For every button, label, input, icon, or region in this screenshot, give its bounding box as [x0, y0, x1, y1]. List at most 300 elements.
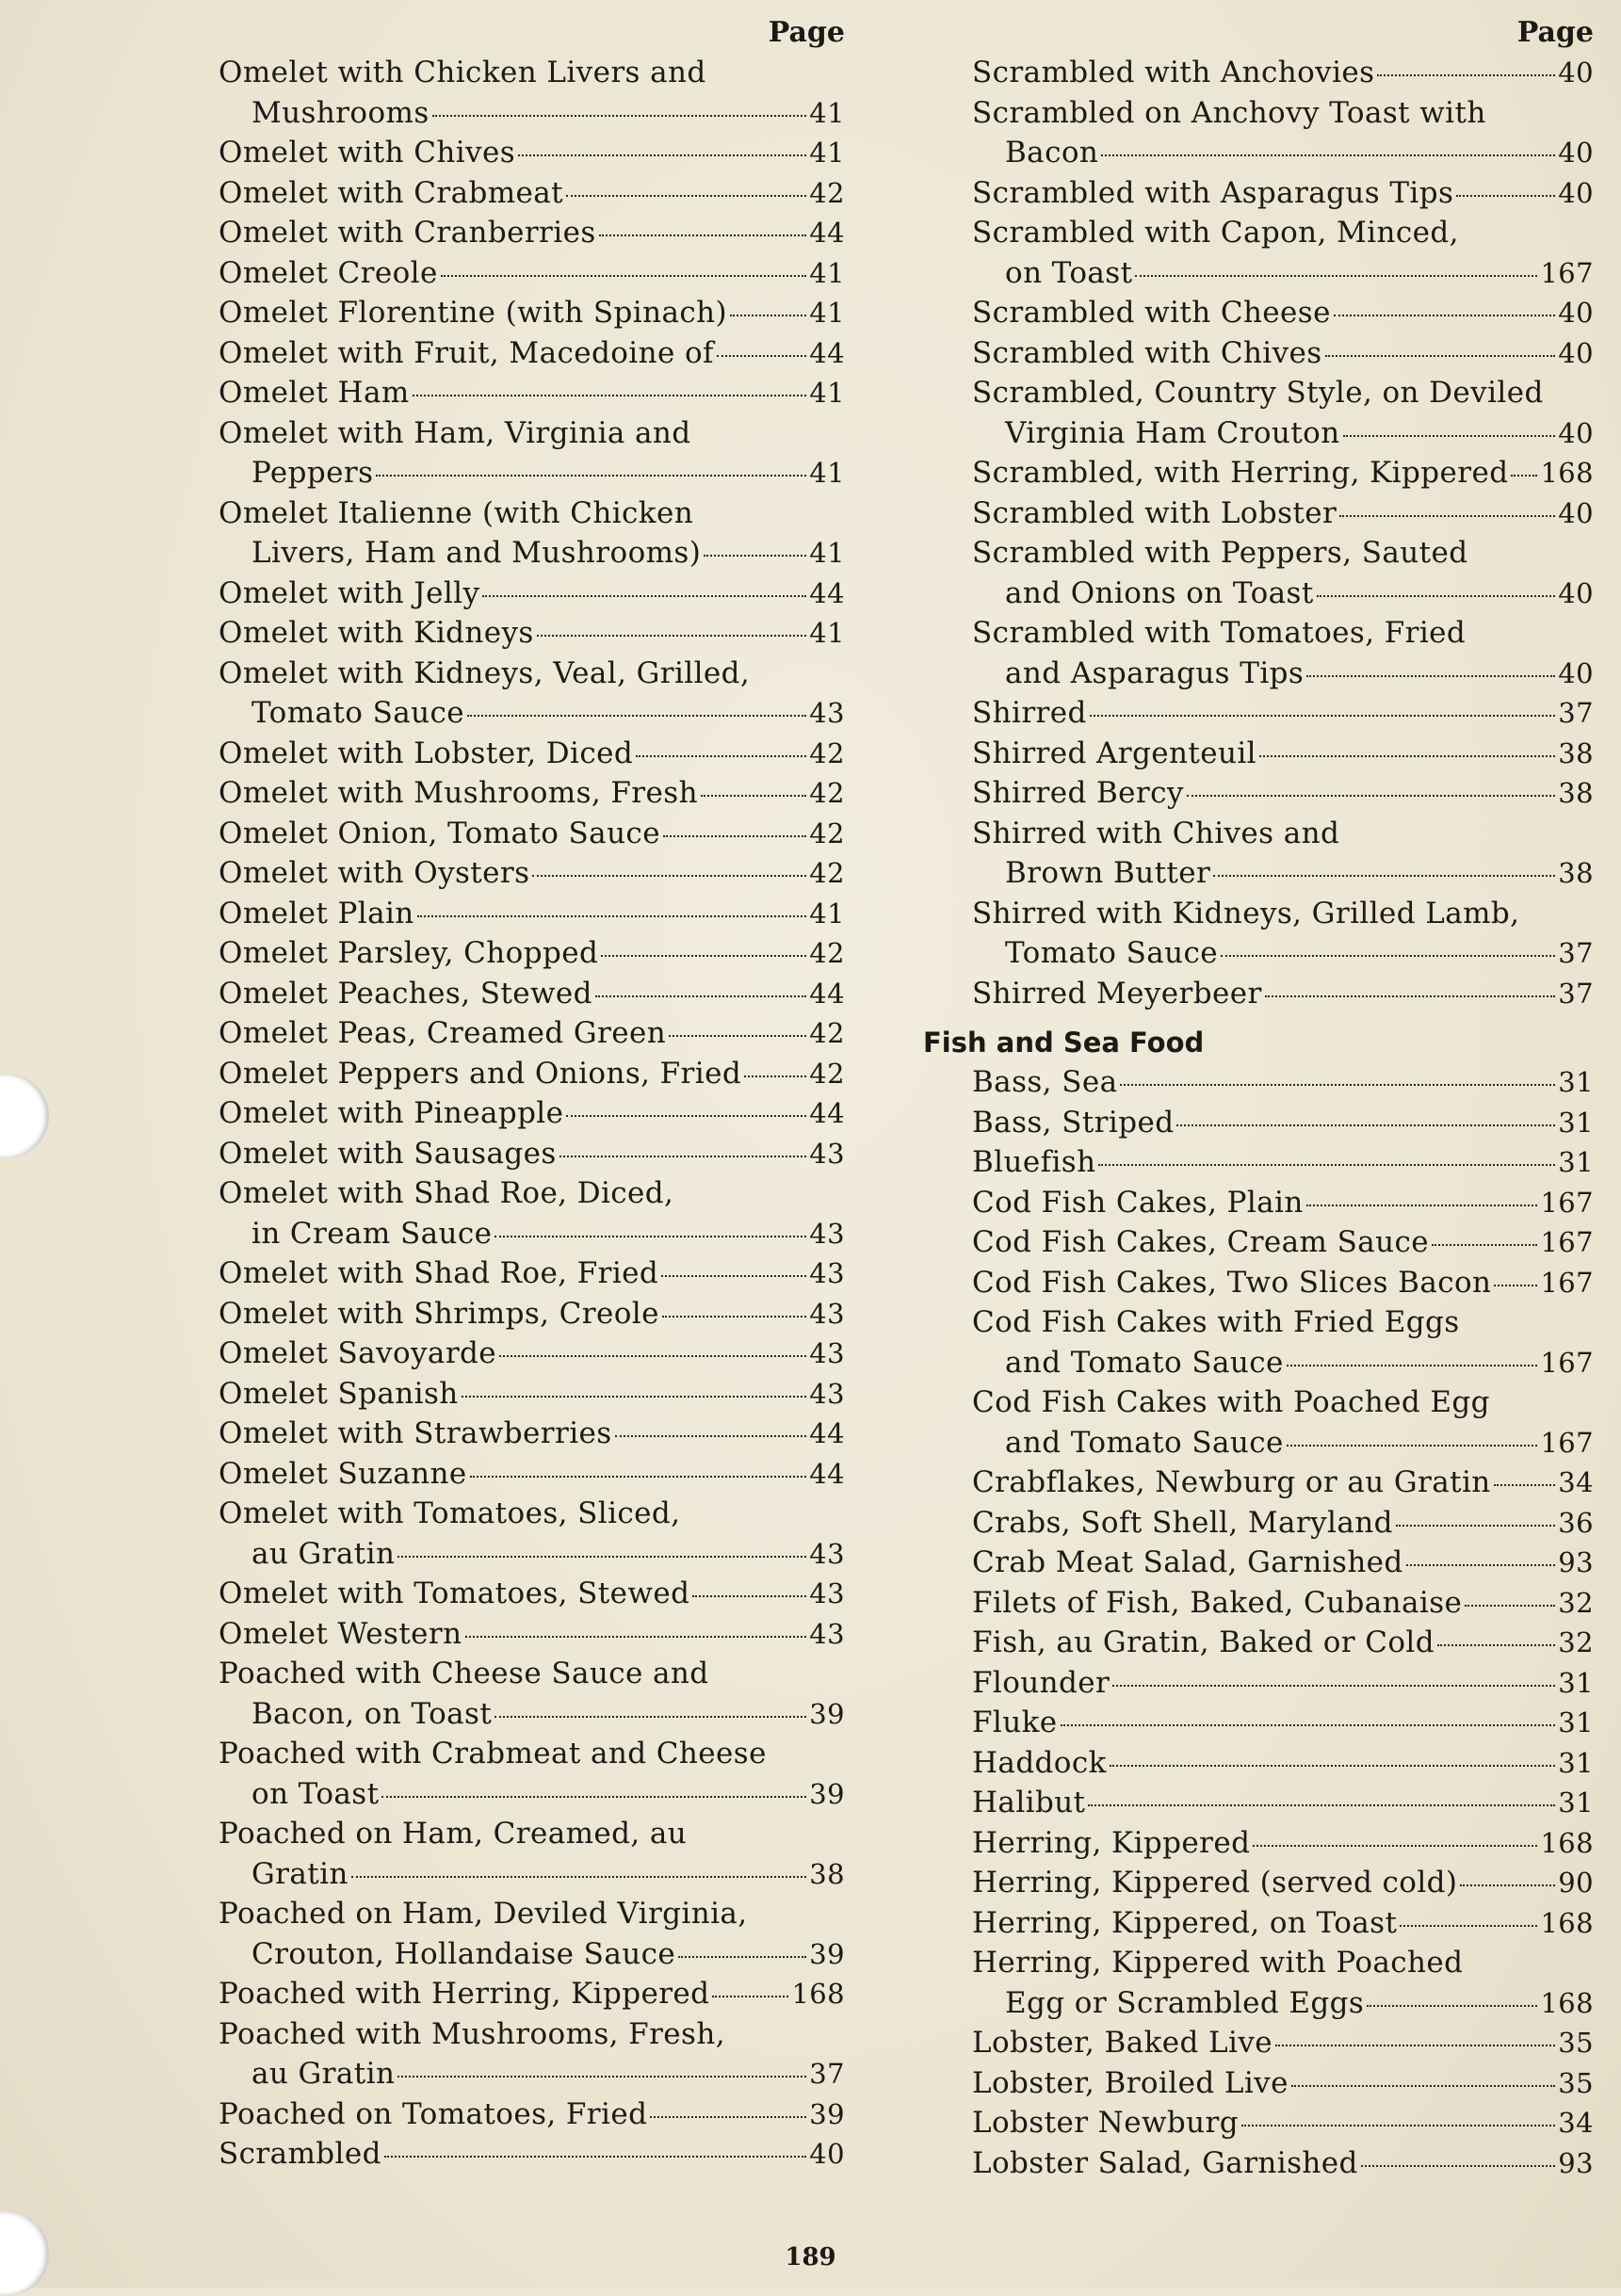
fish-entry-list	[972, 1062, 1594, 2183]
dot-leader	[1511, 475, 1537, 477]
page-number: 189	[785, 2243, 836, 2272]
entry-text: Crabflakes, Newburg or au Gratin	[972, 1465, 1491, 1499]
dot-leader	[462, 1396, 807, 1398]
entry-text: Peppers	[251, 456, 374, 490]
entry-text: Bacon	[1005, 136, 1099, 170]
index-entry-line	[972, 333, 1594, 374]
index-entry-line	[972, 574, 1594, 614]
entry-page-number: 168	[1540, 1906, 1594, 1939]
index-entry	[219, 493, 845, 574]
index-entry-line	[972, 1703, 1594, 1743]
index-entry-line	[219, 933, 845, 974]
entry-page-number: 36	[1558, 1506, 1594, 1539]
index-entry-line	[972, 974, 1594, 1014]
index-entry	[972, 1222, 1594, 1263]
index-entry-line	[972, 373, 1594, 413]
index-entry	[972, 814, 1594, 894]
entry-text: Lobster, Broiled Live	[972, 2065, 1289, 2100]
entry-text: Omelet Italienne (with Chicken	[219, 495, 694, 530]
index-entry-line	[972, 1302, 1594, 1343]
entry-text: Cod Fish Cakes with Poached Egg	[972, 1385, 1490, 1419]
entry-page-number: 40	[1558, 336, 1594, 369]
entry-text: Poached on Ham, Deviled Virginia,	[219, 1897, 748, 1931]
entry-text: Shirred with Kidneys, Grilled Lamb,	[972, 896, 1520, 930]
section-heading: Fish and Sea Food	[923, 1027, 1205, 1059]
entry-text: Shirred Meyerbeer	[972, 976, 1262, 1011]
index-entry-line	[972, 1623, 1594, 1663]
dot-leader	[467, 715, 806, 717]
index-entry	[219, 1013, 845, 1054]
index-entry-line	[219, 814, 845, 854]
index-entry	[219, 1494, 845, 1574]
index-entry	[972, 333, 1594, 374]
entry-text: Scrambled with Chives	[972, 335, 1322, 370]
entry-page-number: 44	[809, 336, 845, 369]
entry-page-number: 43	[809, 1217, 845, 1250]
entry-page-number: 40	[1558, 656, 1594, 689]
index-entry	[219, 2134, 845, 2175]
index-entry-line	[219, 773, 845, 814]
entry-text: Herring, Kippered	[972, 1825, 1251, 1860]
index-entry	[219, 1173, 845, 1253]
entry-text: Shirred Bercy	[972, 776, 1184, 810]
entry-page-number: 40	[1558, 297, 1594, 329]
index-entry	[972, 1103, 1594, 1143]
entry-page-number: 42	[809, 1017, 845, 1049]
index-entry-line	[219, 1494, 845, 1534]
index-entry-line	[219, 533, 845, 574]
index-entry	[972, 2103, 1594, 2143]
entry-page-number: 41	[809, 256, 845, 289]
index-entry	[219, 814, 845, 854]
dot-leader	[417, 915, 807, 917]
entry-text: Omelet with Kidneys	[219, 616, 534, 650]
entry-page-number: 43	[809, 1257, 845, 1289]
entry-page-number: 40	[1558, 57, 1594, 89]
dot-leader	[1101, 154, 1555, 156]
entry-text: Omelet Spanish	[219, 1376, 459, 1411]
entry-text: Omelet Plain	[219, 896, 414, 930]
dot-leader	[595, 995, 806, 997]
dot-leader	[650, 2116, 806, 2118]
index-entry-line	[219, 734, 845, 774]
index-entry-line	[219, 1093, 845, 1134]
entry-page-number: 93	[1558, 2146, 1594, 2179]
index-entry	[219, 773, 845, 814]
index-entry	[219, 2094, 845, 2135]
entry-text: Omelet with Crabmeat	[219, 175, 563, 210]
entry-text: Shirred	[972, 696, 1087, 730]
entry-text: Scrambled with Capon, Minced,	[972, 216, 1459, 250]
index-entry	[972, 533, 1594, 613]
index-entry	[219, 933, 845, 974]
dot-leader	[1494, 1484, 1556, 1486]
dot-leader	[712, 1996, 788, 1997]
dot-leader	[1367, 2005, 1537, 2007]
index-entry-line	[219, 2014, 845, 2055]
entry-text: Haddock	[972, 1745, 1107, 1780]
entry-text: Omelet Ham	[219, 376, 410, 410]
entry-page-number: 42	[809, 937, 845, 969]
entry-text: Poached on Ham, Creamed, au	[219, 1817, 688, 1851]
entry-page-number: 39	[809, 2097, 845, 2130]
dot-leader	[432, 115, 807, 117]
entry-page-number: 167	[1540, 1226, 1594, 1258]
index-entry-line	[972, 1983, 1594, 2024]
entry-page-number: 44	[809, 1097, 845, 1129]
index-entry	[972, 1943, 1594, 2023]
index-entry-line	[219, 1854, 845, 1895]
entry-text: Bacon, on Toast	[251, 1696, 493, 1731]
punch-hole	[0, 1074, 49, 1158]
index-entry-line	[219, 133, 845, 173]
entry-page-number: 34	[1558, 2107, 1594, 2139]
entry-text: Scrambled with Asparagus Tips	[972, 175, 1454, 210]
index-entry-line	[219, 1173, 845, 1214]
entry-text: Brown Butter	[1005, 856, 1211, 890]
entry-page-number: 167	[1540, 1266, 1594, 1299]
entry-text: and Onions on Toast	[1005, 575, 1314, 610]
index-entry	[219, 574, 845, 614]
entry-text: Omelet with Sausages	[219, 1136, 557, 1171]
index-entry	[219, 1093, 845, 1134]
index-entry	[972, 173, 1594, 214]
index-entry	[219, 1974, 845, 2014]
entry-page-number: 40	[1558, 496, 1594, 529]
index-entry-line	[972, 1663, 1594, 1704]
page-column-label: Page	[768, 16, 845, 49]
dot-leader	[744, 1075, 806, 1077]
entry-text: Omelet Suzanne	[219, 1456, 467, 1491]
entry-text: Tomato Sauce	[251, 696, 464, 730]
entry-text: Omelet Peaches, Stewed	[219, 976, 592, 1011]
left-column	[219, 13, 845, 2175]
index-entry	[972, 1543, 1594, 1583]
entry-page-number: 37	[1558, 977, 1594, 1010]
index-entry-line	[219, 1614, 845, 1655]
dot-leader	[599, 234, 807, 236]
index-entry-line	[219, 1414, 845, 1454]
index-entry	[972, 1863, 1594, 1903]
entry-page-number: 38	[1558, 736, 1594, 769]
dot-leader	[662, 1316, 806, 1318]
index-entry-line	[219, 1894, 845, 1934]
index-entry-line	[972, 1062, 1594, 1103]
dot-leader	[704, 555, 806, 557]
index-entry-line	[972, 93, 1594, 134]
entry-page-number: 41	[809, 897, 845, 930]
entry-page-number: 44	[809, 1457, 845, 1490]
entry-text: Scrambled with Peppers, Sauted	[972, 536, 1468, 570]
dot-leader	[1098, 1164, 1555, 1166]
index-entry-line	[219, 293, 845, 333]
dot-leader	[1343, 435, 1556, 437]
dot-leader	[499, 1355, 806, 1357]
entry-page-number: 168	[1540, 1826, 1594, 1859]
entry-page-number: 40	[809, 2138, 845, 2170]
index-entry-line	[219, 2134, 845, 2175]
index-entry-line	[219, 1454, 845, 1495]
entry-text: Omelet Onion, Tomato Sauce	[219, 816, 660, 850]
index-entry	[219, 1294, 845, 1334]
index-entry	[972, 2143, 1594, 2184]
dot-leader	[661, 1275, 806, 1277]
dot-leader	[669, 1035, 806, 1037]
dot-leader	[730, 315, 806, 316]
dot-leader	[1112, 1685, 1555, 1687]
index-entry-line	[972, 1343, 1594, 1383]
entry-text: Omelet with Shad Roe, Diced,	[219, 1176, 674, 1210]
dot-leader	[1259, 755, 1555, 757]
index-entry-line	[972, 734, 1594, 774]
entry-page-number: 40	[1558, 576, 1594, 609]
index-entry	[219, 853, 845, 894]
index-entry-line	[972, 53, 1594, 93]
index-entry	[219, 1654, 845, 1734]
entry-page-number: 41	[809, 137, 845, 169]
right-column	[923, 13, 1594, 2183]
index-entry	[219, 133, 845, 173]
index-entry-line	[972, 1183, 1594, 1223]
entry-page-number: 41	[809, 297, 845, 329]
index-entry	[972, 1062, 1594, 1103]
entry-text: Crab Meat Salad, Garnished	[972, 1545, 1403, 1579]
index-entry-line	[219, 1054, 845, 1094]
entry-page-number: 39	[809, 1777, 845, 1810]
dot-leader	[1406, 1564, 1556, 1566]
index-entry-line	[972, 894, 1594, 934]
entry-page-number: 43	[809, 1377, 845, 1410]
index-entry	[972, 894, 1594, 974]
entry-text: on Toast	[1005, 255, 1133, 290]
index-entry	[972, 453, 1594, 493]
entry-page-number: 40	[1558, 416, 1594, 449]
dot-leader	[465, 1636, 807, 1638]
index-entry-line	[972, 1943, 1594, 1983]
index-entry-line	[972, 1583, 1594, 1624]
entry-text: Bluefish	[972, 1145, 1096, 1179]
index-entry-line	[972, 1142, 1594, 1183]
entry-text: and Asparagus Tips	[1005, 655, 1305, 690]
index-entry-line	[219, 2094, 845, 2135]
dot-leader	[1221, 955, 1555, 957]
dot-leader	[1494, 1285, 1537, 1286]
index-entry	[219, 1814, 845, 1894]
index-entry	[219, 333, 845, 374]
entry-text: Virginia Ham Crouton	[1005, 415, 1340, 450]
entry-text: Shirred with Chives and	[972, 816, 1340, 850]
index-entry-line	[219, 333, 845, 374]
dot-leader	[1110, 1765, 1555, 1767]
entry-text: Herring, Kippered with Poached	[972, 1946, 1464, 1980]
index-entry-line	[219, 253, 845, 294]
entry-page-number: 44	[809, 217, 845, 249]
entry-text: Lobster, Baked Live	[972, 2026, 1272, 2060]
entry-page-number: 44	[809, 1417, 845, 1449]
index-entry	[219, 1253, 845, 1294]
index-entry	[972, 1503, 1594, 1544]
entry-page-number: 168	[791, 1978, 845, 2010]
dot-leader	[1432, 1244, 1537, 1246]
dot-leader	[441, 275, 807, 277]
entry-page-number: 44	[809, 977, 845, 1010]
dot-leader	[351, 1876, 806, 1878]
index-entry-line	[219, 1974, 845, 2014]
entry-text: Fish, au Gratin, Baked or Cold	[972, 1625, 1435, 1659]
dot-leader	[1460, 1884, 1555, 1886]
entry-page-number: 43	[809, 1337, 845, 1369]
index-entry	[972, 1382, 1594, 1463]
index-entry-line	[972, 1103, 1594, 1143]
index-entry-line	[972, 2103, 1594, 2143]
entry-text: Scrambled with Lobster	[972, 495, 1337, 530]
dot-leader	[1317, 595, 1556, 597]
index-entry	[972, 1463, 1594, 1503]
entry-page-number: 32	[1558, 1626, 1594, 1658]
index-entry-line	[972, 1263, 1594, 1303]
entry-page-number: 40	[1558, 176, 1594, 209]
index-entry-line	[219, 1694, 845, 1735]
index-entry-line	[219, 53, 845, 93]
entry-page-number: 31	[1558, 1106, 1594, 1139]
index-entry	[972, 693, 1594, 734]
entry-page-number: 41	[809, 457, 845, 489]
entry-page-number: 31	[1558, 1787, 1594, 1819]
index-entry-line	[219, 894, 845, 934]
index-entry	[972, 1263, 1594, 1303]
index-entry-line	[219, 93, 845, 134]
entry-page-number: 167	[1540, 1186, 1594, 1219]
dot-leader	[1275, 2045, 1555, 2046]
entry-page-number: 32	[1558, 1586, 1594, 1619]
dot-leader	[678, 1956, 806, 1958]
index-entry	[219, 734, 845, 774]
entry-text: Omelet with Tomatoes, Stewed	[219, 1576, 690, 1610]
entry-text: Cod Fish Cakes, Cream Sauce	[972, 1225, 1429, 1259]
dot-leader	[1287, 1365, 1538, 1366]
dot-leader	[1061, 1724, 1556, 1726]
entry-text: Filets of Fish, Baked, Cubanaise	[972, 1585, 1463, 1620]
entry-text: Scrambled, with Herring, Kippered	[972, 456, 1509, 490]
entry-text: au Gratin	[251, 1536, 396, 1571]
dot-leader	[1325, 355, 1556, 357]
dot-leader	[1377, 74, 1555, 76]
index-entry-line	[972, 133, 1594, 173]
index-entry-line	[972, 933, 1594, 974]
index-entry-line	[219, 1334, 845, 1374]
entry-page-number: 43	[809, 1617, 845, 1650]
entry-page-number: 168	[1540, 457, 1594, 489]
index-entry-line	[972, 773, 1594, 814]
dot-leader	[1253, 1845, 1537, 1847]
entry-page-number: 42	[809, 777, 845, 809]
dot-leader	[1088, 1804, 1555, 1806]
entry-text: Omelet Creole	[219, 255, 438, 290]
entry-text: Omelet Florentine (with Spinach)	[219, 296, 727, 330]
dot-leader	[1241, 2125, 1555, 2126]
entry-text: Scrambled, Country Style, on Deviled	[972, 376, 1544, 410]
index-entry-line	[219, 1294, 845, 1334]
entry-text: Omelet with Jelly	[219, 575, 480, 610]
index-entry	[972, 734, 1594, 774]
dot-leader	[1400, 1925, 1537, 1927]
index-entry	[219, 53, 845, 133]
index-entry	[972, 1183, 1594, 1223]
dot-leader	[717, 355, 806, 357]
entry-text: Tomato Sauce	[1005, 936, 1218, 970]
index-entry-line	[219, 373, 845, 413]
entry-text: Cod Fish Cakes, Two Slices Bacon	[972, 1265, 1492, 1300]
index-entry-line	[972, 1903, 1594, 1944]
entry-page-number: 34	[1558, 1466, 1594, 1498]
entry-text: Flounder	[972, 1665, 1110, 1700]
index-entry	[972, 53, 1594, 93]
entry-text: Omelet with Shrimps, Creole	[219, 1296, 659, 1331]
entry-text: Omelet with Chives	[219, 136, 516, 170]
entry-page-number: 90	[1558, 1867, 1594, 1899]
index-entry	[972, 1663, 1594, 1704]
index-entry	[972, 2023, 1594, 2063]
index-entry-line	[972, 1863, 1594, 1903]
entry-text: Mushrooms	[251, 95, 430, 130]
dot-leader	[1187, 795, 1555, 797]
index-entry-line	[219, 453, 845, 493]
dot-leader	[559, 1156, 807, 1157]
dot-leader	[494, 1236, 806, 1237]
entry-text: Scrambled with Anchovies	[972, 56, 1375, 89]
entry-page-number: 38	[1558, 857, 1594, 889]
index-entry	[219, 173, 845, 214]
entry-page-number: 37	[809, 2058, 845, 2090]
index-entry	[972, 1583, 1594, 1624]
entry-page-number: 43	[809, 1537, 845, 1570]
dot-leader	[663, 835, 806, 837]
dot-leader	[566, 1115, 806, 1117]
entry-text: Poached on Tomatoes, Fried	[219, 2096, 648, 2131]
entry-text: Omelet Parsley, Chopped	[219, 936, 599, 970]
index-entry-line	[219, 1934, 845, 1975]
index-entry-line	[972, 2063, 1594, 2104]
index-entry-line	[972, 1463, 1594, 1503]
dot-leader	[1291, 2085, 1555, 2087]
entry-page-number: 31	[1558, 1706, 1594, 1738]
entry-page-number: 167	[1540, 1426, 1594, 1459]
entry-text: Omelet with Shad Roe, Fried	[219, 1256, 659, 1290]
dot-leader	[1465, 1605, 1555, 1607]
index-entry	[219, 1054, 845, 1094]
entry-text: Lobster Newburg	[972, 2106, 1239, 2140]
entry-text: in Cream Sauce	[251, 1216, 493, 1251]
page-column-label: Page	[1516, 16, 1594, 49]
index-entry	[972, 213, 1594, 293]
index-entry-line	[972, 1783, 1594, 1823]
index-entry-line	[219, 574, 845, 614]
index-entry	[219, 1414, 845, 1454]
index-entry	[219, 413, 845, 493]
entry-text: Poached with Herring, Kippered	[219, 1977, 710, 2011]
entry-page-number: 43	[809, 1297, 845, 1330]
entry-text: Egg or Scrambled Eggs	[1005, 1985, 1365, 2020]
entry-page-number: 31	[1558, 1146, 1594, 1178]
entry-text: Crabs, Soft Shell, Maryland	[972, 1505, 1393, 1540]
dot-leader	[518, 154, 806, 156]
index-entry	[219, 654, 845, 734]
dot-leader	[1176, 1124, 1555, 1126]
index-entry-line	[219, 413, 845, 454]
index-entry	[219, 1134, 845, 1174]
entry-text: Crouton, Hollandaise Sauce	[251, 1936, 676, 1971]
entry-text: Halibut	[972, 1786, 1086, 1819]
